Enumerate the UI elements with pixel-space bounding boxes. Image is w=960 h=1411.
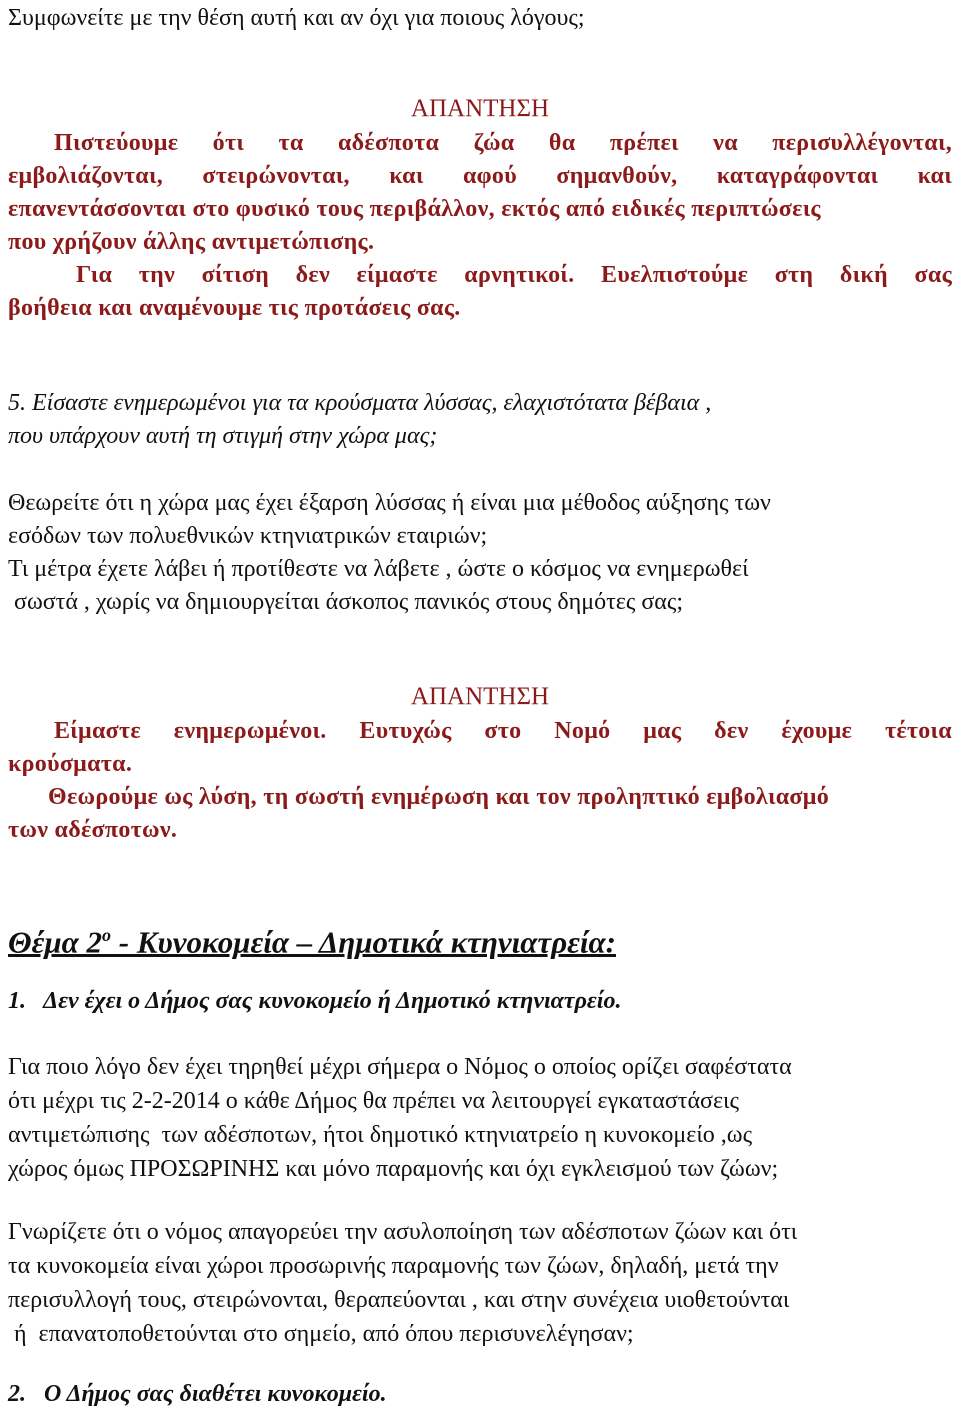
paragraph1-line-4: χώρος όμως ΠΡΟΣΩΡΙΝΗΣ και μόνο παραμονής και όχι εγκλεισμού των ζώων; bbox=[8, 1156, 779, 1182]
answer1-line-1: Πιστεύουμε ότι τα αδέσποτα ζώα θα πρέπει να περισυλλέγονται, bbox=[54, 130, 952, 156]
question5-line-2: που υπάρχουν αυτή τη στιγμή στην χώρα μας; bbox=[8, 423, 438, 449]
paragraph2-line-3: περισυλλογή τους, στειρώνονται, θεραπεύονται , και στην συνέχεια υιοθετούνται bbox=[8, 1287, 790, 1313]
answer2-line-2: κρούσματα. bbox=[8, 751, 133, 777]
question5-text-1: Θεωρείτε ότι η χώρα μας έχει έξαρση λύσσας ή είναι μια μέθοδος αύξησης των bbox=[8, 490, 771, 516]
topic-2-superscript: ο bbox=[102, 925, 112, 945]
answer2-line-4: των αδέσποτων. bbox=[8, 817, 178, 843]
answer2-line-1: Είμαστε ενημερωμένοι. Ευτυχώς στο Νομό μας δεν έχουμε τέτοια bbox=[54, 718, 952, 744]
answer1-line-3: επανεντάσσονται στο φυσικό τους περιβάλλον, εκτός από ειδικές περιπτώσεις bbox=[8, 196, 821, 222]
answer1-line-5: Για την σίτιση δεν είμαστε αρνητικοί. Ευελπιστούμε στη δική σας bbox=[76, 262, 952, 288]
question5-text-3: Τι μέτρα έχετε λάβει ή προτίθεστε να λάβετε , ώστε ο κόσμος να ενημερωθεί bbox=[8, 556, 749, 582]
answer1-line-4: που χρήζουν άλλης αντιμετώπισης. bbox=[8, 229, 375, 255]
paragraph2-line-4: ή επανατοποθετούνται στο σημείο, από όπου περισυνελέγησαν; bbox=[8, 1321, 634, 1347]
question5-text-2: εσόδων των πολυεθνικών κτηνιατρικών εταιριών; bbox=[8, 523, 488, 549]
item-2: 2. Ο Δήμος σας διαθέτει κυνοκομείο. bbox=[8, 1381, 387, 1407]
topic-2-prefix: Θέμα 2 bbox=[8, 924, 103, 960]
paragraph1-line-1: Για ποιο λόγο δεν έχει τηρηθεί μέχρι σήμερα ο Νόμος ο οποίος ορίζει σαφέστατα bbox=[8, 1054, 792, 1080]
question-intro: Συμφωνείτε με την θέση αυτή και αν όχι για ποιους λόγους; bbox=[8, 5, 585, 31]
question5-text-4: σωστά , χωρίς να δημιουργείται άσκοπος πανικός στους δημότες σας; bbox=[8, 589, 683, 615]
paragraph1-line-3: αντιμετώπισης των αδέσποτων, ήτοι δημοτικό κτηνιατρείο η κυνοκομείο ,ως bbox=[8, 1122, 753, 1148]
paragraph1-line-2: ότι μέχρι τις 2-2-2014 ο κάθε Δήμος θα πρέπει να λειτουργεί εγκαταστάσεις bbox=[8, 1088, 740, 1114]
paragraph2-line-1: Γνωρίζετε ότι ο νόμος απαγορεύει την ασυλοποίηση των αδέσποτων ζώων και ότι bbox=[8, 1219, 798, 1245]
question5-line-1: 5. Είσαστε ενημερωμένοι για τα κρούσματα λύσσας, ελαχιστότατα βέβαια , bbox=[8, 390, 712, 416]
answer1-line-2: εμβολιάζονται, στειρώνονται, και αφού σημανθούν, καταγράφονται και bbox=[8, 163, 952, 189]
answer-heading-1: ΑΠΑΝΤΗΣΗ bbox=[410, 95, 550, 122]
answer2-line-3: Θεωρούμε ως λύση, τη σωστή ενημέρωση και τον προληπτικό εμβολιασμό bbox=[48, 784, 829, 810]
answer-heading-2: ΑΠΑΝΤΗΣΗ bbox=[410, 683, 550, 710]
topic-2-rest: - Κυνοκομεία – Δημοτικά κτηνιατρεία: bbox=[111, 924, 616, 960]
item-1: 1. Δεν έχει ο Δήμος σας κυνοκομείο ή Δημοτικό κτηνιατρείο. bbox=[8, 988, 622, 1014]
paragraph2-line-2: τα κυνοκομεία είναι χώροι προσωρινής παραμονής των ζώων, δηλαδή, μετά την bbox=[8, 1253, 779, 1279]
topic-2-heading bbox=[8, 914, 952, 963]
answer1-line-6: βοήθεια και αναμένουμε τις προτάσεις σας. bbox=[8, 295, 461, 321]
